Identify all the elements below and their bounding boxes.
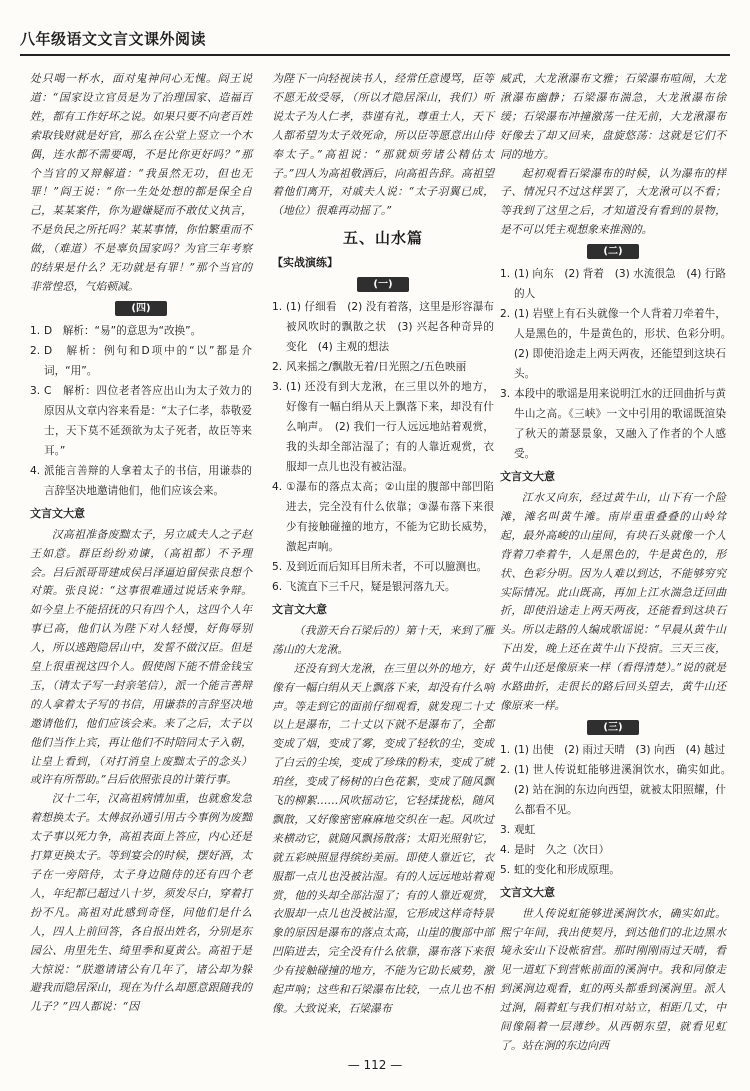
practice-heading: 【实战演练】 [272, 256, 338, 270]
page-number: — 112 — [347, 1058, 403, 1072]
section-heading: 文言文大意 [30, 506, 85, 520]
answer-item: 1. (1) 出使 (2) 雨过天晴 (3) 向西 (4) 越过 [500, 743, 726, 756]
exercise-badge: (三) [587, 720, 638, 735]
page-header [20, 12, 730, 56]
answer-list [500, 740, 737, 880]
translation-paragraph: 处只喝一杯水，面对鬼神问心无愧。阎王说道：“国家设立官员是为了治理国家、造福百姓，都有工作好坏之说。如果只要不向老百姓索取钱财就是好官，那么在公堂上竖立一个木偶，连水都不需要喝，不是比你更好吗？”那个当官的又辩解道：“我虽然无功，但也无罪！”阎王说：“你一生处处想的都是保全自己，某某案件，你为避嫌疑而不敢仗义执言，不是负民之所托吗？某某事情，你怕繁重而不做，（难道）不是辜负国家吗？为官三年考察的结果是什么？无功就是有罪！”那个当官的非常惶恐，气焰顿减。 [30, 72, 252, 293]
exercise-marker [500, 242, 726, 261]
answer-item: 3. 观虹 [500, 823, 536, 836]
translation-paragraph: 汉高祖准备废黜太子，另立戚夫人之子赵王如意。群臣纷纷劝谏，（高祖都）不予理会。吕后派哥哥建成侯吕泽逼迫留侯张良想个对策。张良说：“这事很难通过说话来争辩。如今皇上不能招抚的只有四个人，这四个人年事已高，他们认为陛下对人轻慢，好侮辱别人，所以逃跑隐居山中，发誓不做汉臣。但是皇上很重视这四个人。假使阁下能不惜金钱宝玉，（请太子写一封亲笔信），派一个能言善辩的人拿着太子写的书信，用谦恭的言辞坚决地邀请他们，他们应该会来。来了之后，太子以他们当作上宾，再让他们不时陪同太子入朝，让皇上看到，（对打消皇上废黜太子的念头）或许有所帮助。”吕后依照张良的计策行事。 [30, 527, 252, 787]
answer-item: 3. (1) 还没有到大龙湫，在三里以外的地方，好像有一幅白绢从天上飘落下来，却没有什么响声。 (2) 我们一行人远远地站着观赏，我的头却全部沾湿了；有的人靠近观赏，衣服却一点儿也没有被沾湿。 [272, 380, 494, 473]
answer-item: 4. 派能言善辩的人拿着太子的书信，用谦恭的言辞坚决地邀请他们，他们应该会来。 [30, 464, 252, 497]
answer-item: 2. 风来摇之/飘散无着/日光照之/五色映丽 [272, 360, 467, 373]
translation-paragraph: 世人传说虹能够进溪涧饮水，确实如此。熙宁年间，我出使契丹，到达他们的北边黑水境永安山下设帐宿营。那时刚刚雨过天晴，看见一道虹下到营帐前面的溪涧中。我和同僚走到溪涧边观看，虹的两头都垂到溪涧里。派人过涧，隔着虹与我们相对站立，相距几丈，中间像隔着一层薄纱。从西朝东望，就看见虹了。站在涧的东边向西 [500, 906, 726, 1052]
translation-paragraph: 还没有到大龙湫，在三里以外的地方，好像有一幅白绢从天上飘落下来，却没有什么响声。等走到它的面前仔细观看，就发现二十丈以上是瀑布，二十丈以下就不是瀑布了，全都变成了烟，变成了雾，变成了轻软的尘，变成了白云的尘埃，变成了珍珠的粉末，变成了琥珀丝，变成了杨树的白色花絮，变成了随风飘飞的柳絮……风吹摇动它，它轻揉拢松，随风飘散，又好像密密麻麻地交织在一起。风吹过来横动它，就随风飘扬散落；太阳光照射它，就五彩映照显得缤纷美丽。即使人靠近它，衣服都一点儿也没被沾湿。有的人远远地站着观赏，他的头却全部沾湿了；有的人靠近观赏，衣服却一点儿也没被沾湿，它形成这样奇特景象的原因是瀑布的落点太高，山崖的腹部中部凹陷进去，完全没有什么依靠，瀑布落下来很少有接触碰撞的地方，不能为它助长威势，激起声响；这些和石梁瀑布比较，一点儿也不相像。大致说来，石梁瀑布 [272, 661, 494, 1015]
answer-item: 3. 本段中的歌谣是用来说明江水的迂回曲折与黄牛山之高。《三峡》一文中引用的歌谣既渲染了秋天的萧瑟景象，又融入了作者的个人感受。 [500, 388, 726, 461]
exercise-marker [272, 275, 494, 294]
answer-item: 2. (1) 世人传说虹能够进溪涧饮水，确实如此。 (2) 站在涧的东边向西望，就被太阳照耀，什么都看不见。 [500, 763, 737, 816]
answer-list [500, 264, 737, 464]
chapter-title: 五、山水篇 [342, 229, 423, 248]
translation-paragraph: 汉十二年，汉高祖病情加重，也就愈发急着想换太子。太傅叔孙通引用古今事例为废黜太子事以死力争，高祖表面上答应，内心还是打算更换太子。等到宴会的时候，摆好酒，太子在一旁陪侍，太子身边随侍的还有四个老人，年纪都已超过八十岁，须发尽白，穿着打扮不凡。高祖对此感到奇怪，问他们是什么人，四人上前回答，各自报出姓名，分别是东园公、甪里先生、绮里季和夏黄公。高祖于是大惊说：“朕邀请诸公有几年了，诸公却为躲避我而隐居深山，现在为什么却愿意跟随我的儿子？”四人都说：“因 [30, 792, 252, 1014]
book-title: 八年级语文文言文课外阅读 [20, 30, 207, 48]
translation-paragraph: 江水又向东，经过黄牛山，山下有一个险滩，滩名叫黄牛滩。南岸重重叠叠的山岭耸起，最外高峻的山崖间，有块石头就像一个人背着刀牵着牛，人是黑色的，牛是黄色的，形状、色彩分明。因为人难以到达，不能够穷究实际情况。此山既高，再加上江水湍急迂回曲折，即使沿途走上两天两夜，还能看到这块石头。所以走路的人编成歌谣说：“早晨从黄牛山下出发，晚上还在黄牛山下投宿。三天三夜，黄牛山还是像原来一样（看得清楚）。”说的就是水路曲折，走很长的路后回头望去，黄牛山还像原来一样。 [500, 490, 726, 712]
exercise-badge: (四) [115, 301, 166, 316]
answer-item: 2. (1) 岩壁上有石头就像一个人背着刀牵着牛，人是黑色的，牛是黄色的，形状、色彩分明。 (2) 即使沿途走上两天两夜，还能望到这块石头。 [500, 308, 737, 381]
section-heading: 文言文大意 [272, 602, 327, 616]
exercise-marker [30, 299, 252, 318]
exercise-badge: (一) [357, 277, 408, 292]
translation-paragraph: 为陛下一向轻视读书人，经常任意谩骂，臣等不愿无故受辱，（所以才隐居深山，我们）听说太子为人仁孝，恭谨有礼，尊重士人，天下人都希望为太子效死命，所以臣等愿意出山侍奉太子。”高祖说：“那就烦劳诸公精估太子。”四人为高祖敬酒后，向高祖告辞。高祖望着他们离开，对戚夫人说：“太子羽翼已成，（地位）很难再动摇了。” [272, 72, 494, 218]
answer-item: 4. 是时 久之（次日） [500, 843, 610, 856]
answer-list [272, 297, 494, 597]
column-left [30, 70, 252, 1060]
answer-item: 1. (1) 向东 (2) 背着 (3) 水流很急 (4) 行路的人 [500, 268, 726, 301]
exercise-marker [500, 718, 726, 737]
section-heading: 文言文大意 [500, 885, 555, 899]
exercise-badge: (二) [587, 244, 638, 259]
answer-item: 1. (1) 仔细看 (2) 没有着落，这里是形容瀑布被风吹时的飘散之状 (3) 兴起各种奇异的变化 (4) 主观的想法 [272, 300, 494, 353]
column-right [500, 70, 737, 1060]
translation-paragraph: 威武，大龙湫瀑布文雅；石梁瀑布喧闹，大龙湫瀑布幽静；石梁瀑布湍急，大龙湫瀑布徐缓；石梁瀑布冲撞激荡一往无前，大龙湫瀑布好像去了却又回来，盘旋悠荡：这就是它们不同的地方。 [500, 72, 726, 161]
answer-list [30, 321, 252, 501]
column-middle [272, 70, 494, 1060]
translation-paragraph: （我游天台石梁后的）第十天，来到了雁荡山的大龙湫。 [272, 623, 494, 656]
answer-item: 5. 虹的变化和形成原理。 [500, 863, 620, 876]
answer-item: 3. C 解析：四位老者答应出山为太子效力的原因从文章内容来看是：“太子仁孝，恭敬爱士，天下莫不延颈欲为太子死者，故臣等来耳。” [30, 384, 252, 457]
answer-item: 4. ①瀑布的落点太高；②山崖的腹部中部凹陷进去，完全没有什么依靠；③瀑布落下来很少有接触碰撞的地方，不能为它助长威势，激起声响。 [272, 480, 494, 553]
section-heading: 文言文大意 [500, 470, 555, 484]
answer-item: 1. D 解析：“易”的意思为“改换”。 [30, 324, 202, 337]
translation-paragraph: 起初观看石梁瀑布的时候，认为瀑布的样子、情况只不过这样罢了，大龙湫可以不看；等我到了这里之后，才知道没有看到的景物，是不可以凭主观想象来推测的。 [500, 166, 726, 237]
answer-item: 6. 飞流直下三千尺，疑是银河落九天。 [272, 580, 456, 593]
answer-item: 2. D 解析：例句和D项中的“以”都是介词，“用”。 [30, 344, 252, 377]
answer-item: 5. 及到近而后知耳目所未者，不可以臆测也。 [272, 560, 488, 573]
